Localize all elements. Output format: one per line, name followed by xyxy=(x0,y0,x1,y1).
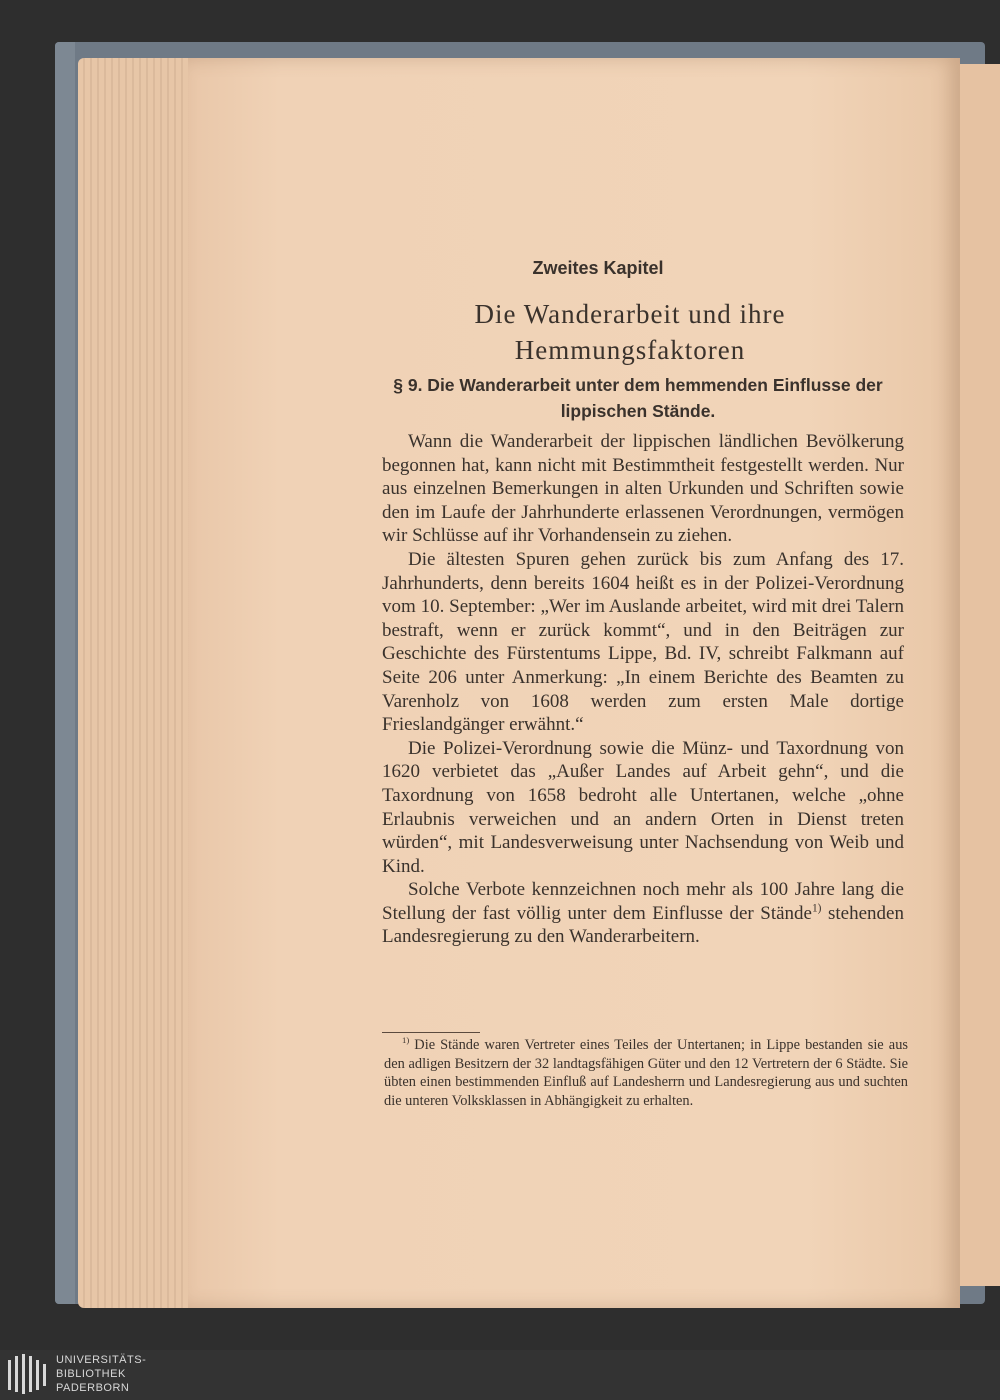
facing-page-edge xyxy=(958,64,1000,1286)
section-heading-line-1: § 9. Die Wanderarbeit unter dem hemmenden Einflusse der xyxy=(393,375,883,395)
paragraph-2: Die ältesten Spuren gehen zurück bis zum Anfang des 17. Jahrhunderts, denn bereits 1604 heißt es in der Polizei-Verordnung vom 10. September: „Wer im Auslande arbeitet, wird mit drei Talern bestraft, wenn er zurück kommt“, und in den Beiträgen zur Geschichte des Fürstentums Lippe, Bd. IV, schreibt Falkmann auf Seite 206 unter Anmerkung: „In einem Berichte des Beamten zu Varenholz von 1608 werden zum ersten Male dortige Frieslandgänger erwähnt.“ xyxy=(382,548,904,736)
book-cover-edge xyxy=(55,42,75,1304)
footnote-text: Die Stände waren Vertreter eines Teiles der Untertanen; in Lippe bestanden sie aus den adligen Besitzern der 32 landtagsfähigen Güter und den 12 Vertretern der 6 Städte. Sie übten einen bestimmenden Einfluß auf Landesherrn und Landesregierung aus und suchten die unteren Volksklassen in Abhängigkeit zu erhalten. xyxy=(384,1037,908,1109)
section-heading xyxy=(372,372,904,424)
chapter-label: Zweites Kapitel xyxy=(532,258,664,278)
paragraph-3: Die Polizei-Verordnung sowie die Münz- und Taxordnung von 1620 verbietet das „Außer Landes auf Arbeit gehn“, und die Taxordnung von 1658 bedroht alle Untertanen, welche „ohne Erlaubnis verweichen und an andern Orten in Dienst treten würden“, mit Landesverweisung unter Nachsendung von Weib und Kind. xyxy=(382,737,904,877)
paragraph-4 xyxy=(382,878,904,949)
library-bars-icon xyxy=(6,1352,50,1398)
body-text xyxy=(382,430,904,949)
paragraph-4-text-before: Solche Verbote kennzeichnen noch mehr als 100 Jahre lang die Stellung der fast völlig unter dem Einflusse der Stände xyxy=(382,879,904,924)
chapter-title xyxy=(420,296,840,368)
footnote-reference: 1) xyxy=(811,902,822,915)
chapter-title-line-2: Hemmungsfaktoren xyxy=(514,335,746,365)
footer-bar xyxy=(0,1350,1000,1400)
chapter-title-line-1: Die Wanderarbeit und ihre xyxy=(474,299,786,329)
paragraph-4-text-after: stehenden Landesregierung zu den Wanderarbeitern. xyxy=(382,902,904,948)
library-logo-line-3: PADERBORN xyxy=(56,1382,130,1394)
footnote-marker: 1) xyxy=(402,1035,410,1046)
paragraph-1: Wann die Wanderarbeit der lippischen ländlichen Bevölkerung begonnen hat, kann nicht mit Bestimmtheit festgestellt werden. Nur aus einzelnen Bemerkungen in alten Urkunden und Schriften sowie den im Laufe der Jahrhunderte erlassenen Verordnungen, vermögen wir Schlüsse auf ihr Vorhandensein zu ziehen. xyxy=(382,431,904,547)
footnote xyxy=(384,1036,908,1110)
footnote-divider xyxy=(382,1032,480,1033)
library-logo-line-2: BIBLIOTHEK xyxy=(56,1368,126,1380)
section-heading-line-2: lippischen Stände. xyxy=(560,401,716,421)
library-logo-line-1: UNIVERSITÄTS- xyxy=(56,1354,147,1366)
library-logo-text xyxy=(56,1353,146,1395)
